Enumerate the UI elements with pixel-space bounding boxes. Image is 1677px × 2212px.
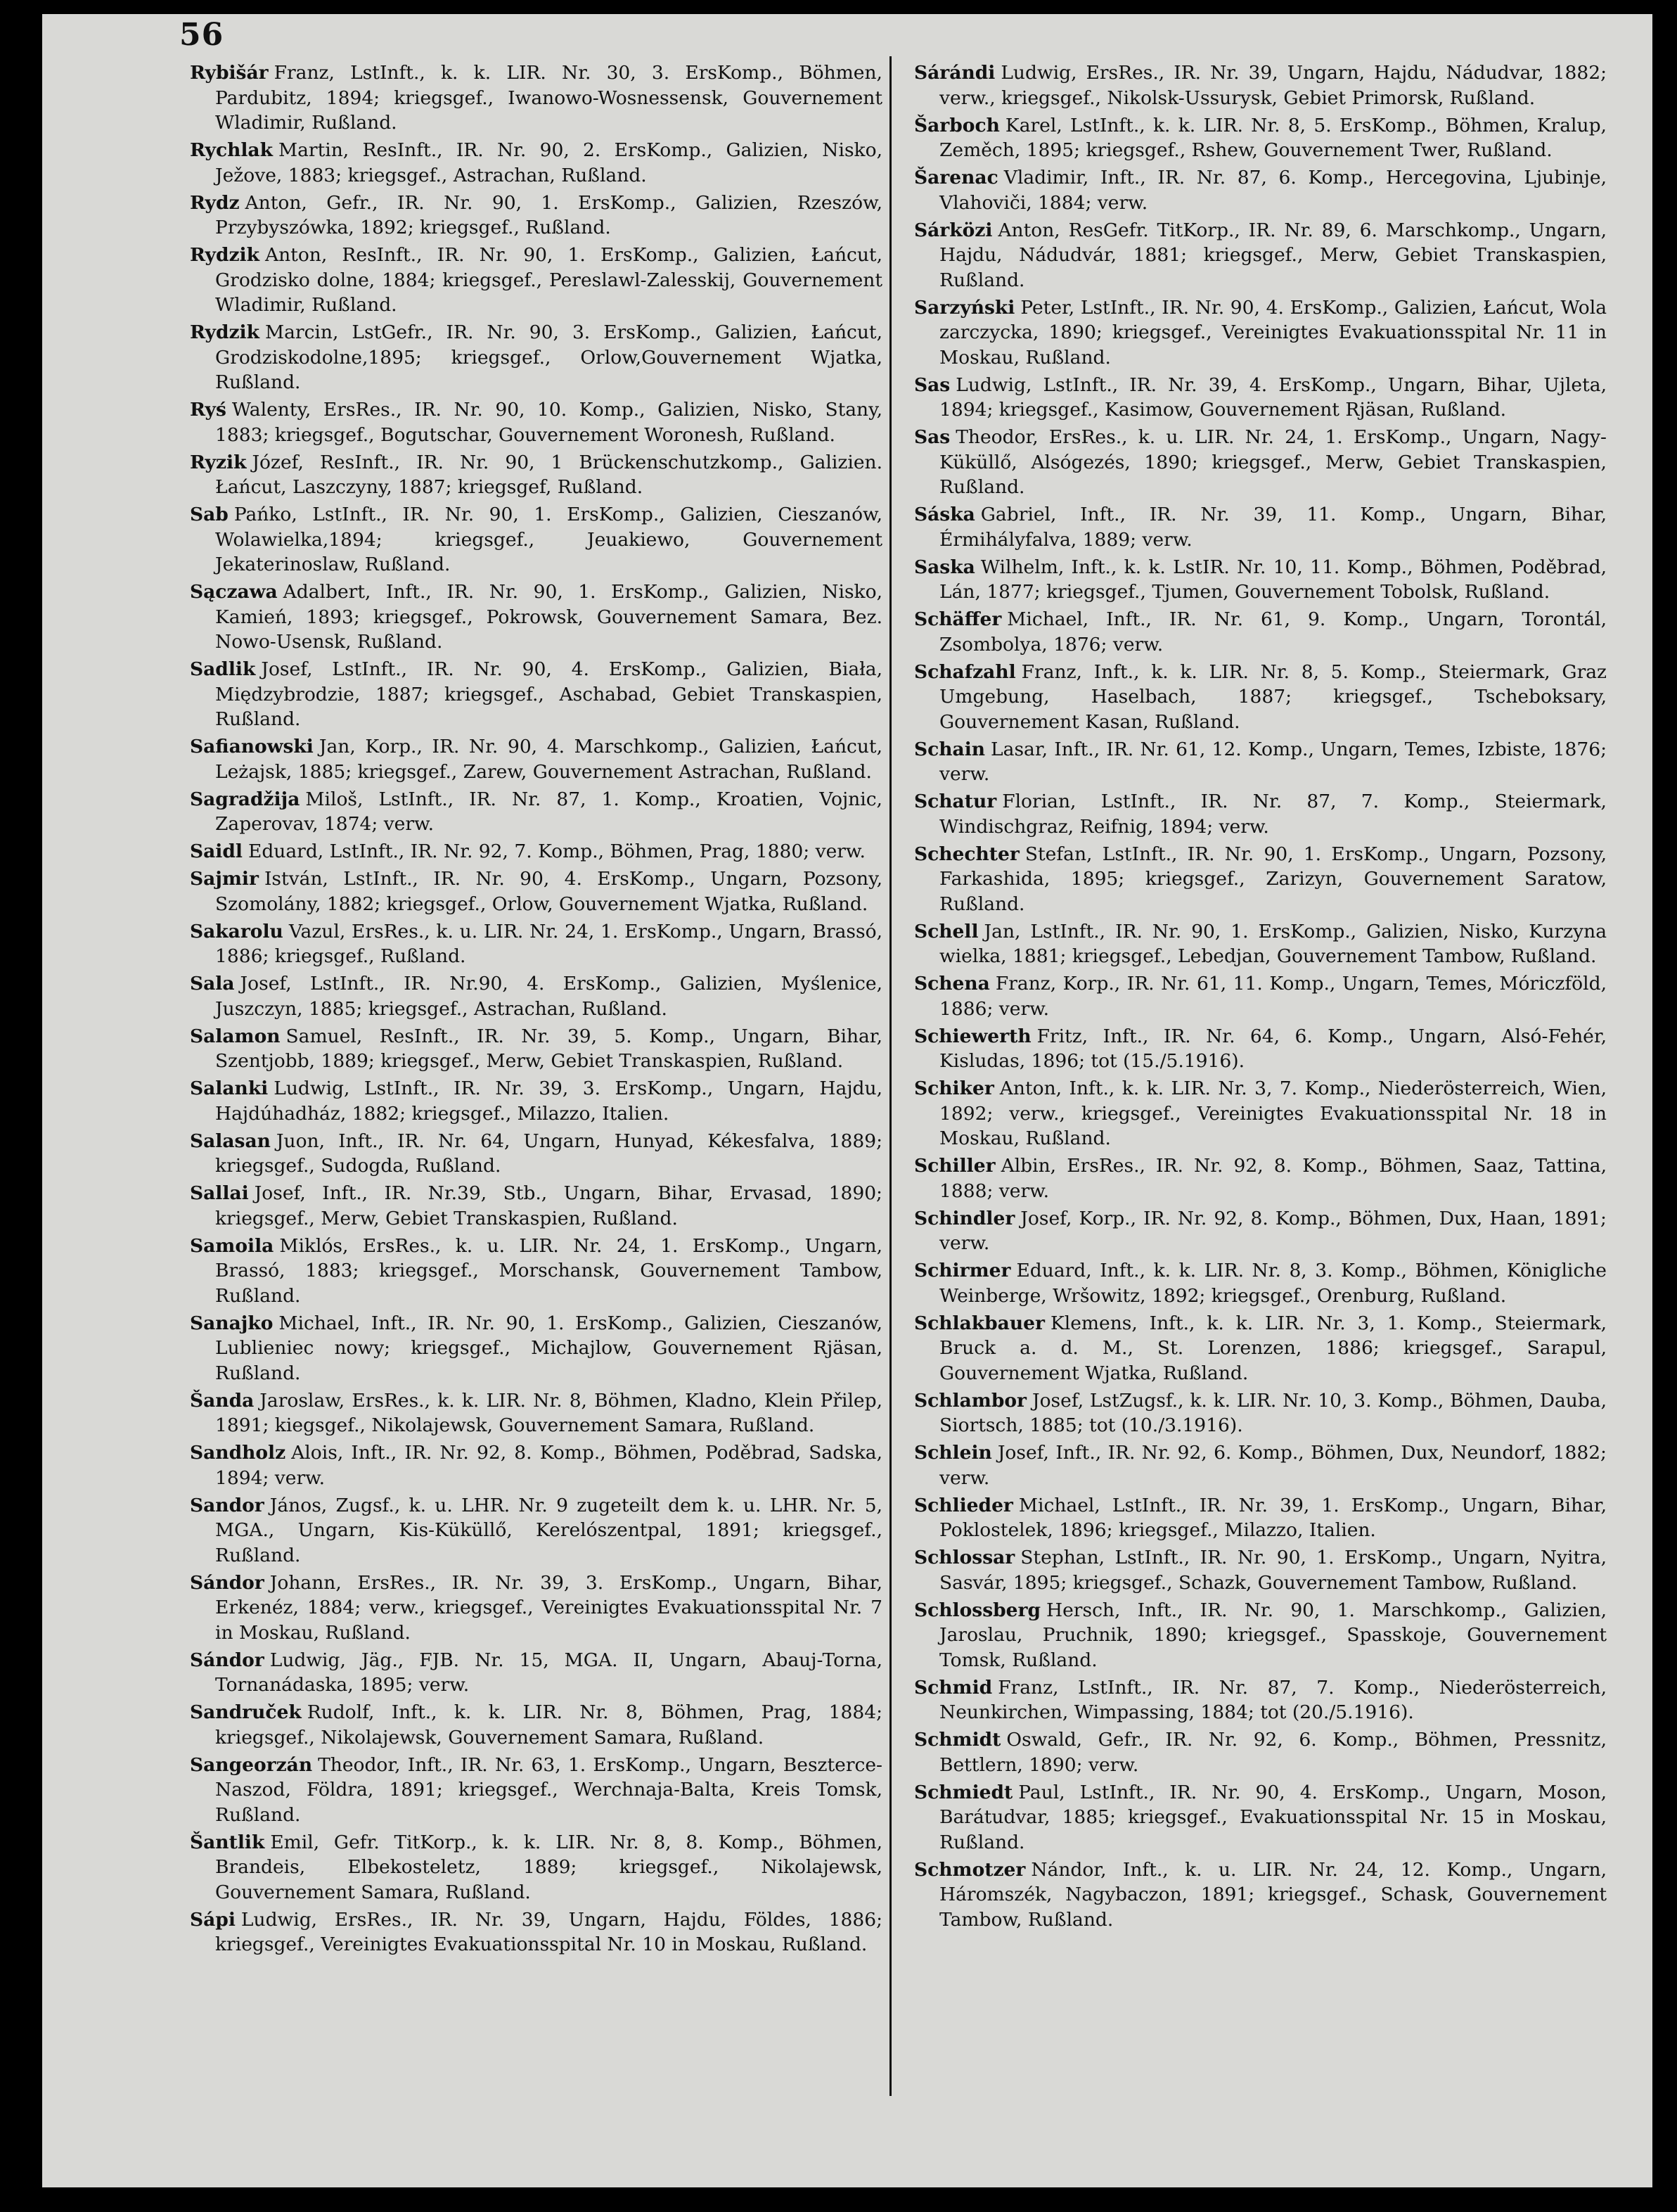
entry-details: Pańko, LstInft., IR. Nr. 90, 1. ErsKomp., Galizien, Cieszanów, Wolawielka,1894; kriegsgef., Jeuakiewo, Gouvernement Jekaterinoslaw, Rußland.: [215, 504, 882, 575]
entry-surname: Schmiedt: [914, 1781, 1013, 1803]
entry-surname: Rydzik: [190, 244, 259, 266]
column-divider: [889, 56, 892, 2096]
document-page: [42, 14, 1652, 2187]
entry-details: Vladimir, Inft., IR. Nr. 87, 6. Komp., Hercegovina, Ljubinje, Vlahoviči, 1884; verw.: [939, 167, 1607, 214]
entry-surname: Sas: [914, 373, 951, 396]
entry-surname: Schiker: [914, 1078, 994, 1099]
list-entry: [190, 1907, 882, 1957]
entry-surname: Schmotzer: [914, 1858, 1026, 1881]
list-entry: [190, 450, 882, 500]
entry-surname: Schäffer: [914, 608, 1002, 630]
list-entry: [914, 60, 1607, 110]
list-entry: [914, 660, 1607, 735]
entry-details: Peter, LstInft., IR. Nr. 90, 4. ErsKomp., Galizien, Łańcut, Wola zarczycka, 1890; kriegsgef., Vereinigtes Evakuationsspital Nr. 11 in Moskau, Rußland.: [939, 296, 1607, 369]
entry-details: Emil, Gefr. TitKorp., k. k. LIR. Nr. 8, 8. Komp., Böhmen, Brandeis, Elbekosteletz, 1889; kriegsgef., Nikolajewsk, Gouvernement Samara, Rußland.: [215, 1831, 882, 1903]
entry-surname: Šantlik: [190, 1831, 265, 1853]
entry-details: Franz, LstInft., k. k. LIR. Nr. 30, 3. ErsKomp., Böhmen, Pardubitz, 1894; kriegsgef., Iwanowo-Wosnessensk, Gouvernement Wladimir, Rußland.: [215, 62, 882, 134]
list-entry: [914, 1076, 1607, 1151]
entry-surname: Saska: [914, 556, 975, 578]
list-entry: [190, 1571, 882, 1646]
entry-surname: Sab: [190, 504, 229, 525]
entry-details: Anton, Inft., k. k. LIR. Nr. 3, 7. Komp., Niederösterreich, Wien, 1892; verw., kriegsgef., Vereinigtes Evakuationsspital Nr. 18 in Moskau, Rußland.: [939, 1078, 1607, 1149]
entry-surname: Rydz: [190, 191, 240, 214]
entry-surname: Sas: [914, 426, 951, 448]
list-entry: [190, 1700, 882, 1750]
list-entry: [914, 1311, 1607, 1386]
entry-details: Eduard, LstInft., IR. Nr. 92, 7. Komp., Böhmen, Prag, 1880; verw.: [248, 840, 866, 862]
entry-details: Vazul, ErsRes., k. u. LIR. Nr. 24, 1. ErsKomp., Ungarn, Brassó, 1886; kriegsgef., Rußland.: [215, 920, 882, 967]
entry-surname: Schlakbauer: [914, 1312, 1045, 1334]
entry-surname: Sangeorzán: [190, 1753, 313, 1776]
list-entry: [190, 191, 882, 241]
entry-details: Eduard, Inft., k. k. LIR. Nr. 8, 3. Komp., Böhmen, Königliche Weinberge, Wršowitz, 1892; kriegsgef., Orenburg, Rußland.: [939, 1260, 1607, 1307]
entry-details: Franz, Korp., IR. Nr. 61, 11. Komp., Ungarn, Temes, Móriczföld, 1886; verw.: [939, 973, 1607, 1020]
list-entry: [914, 1675, 1607, 1725]
list-entry: [190, 919, 882, 969]
entry-surname: Šarenac: [914, 167, 998, 188]
entry-details: Fritz, Inft., IR. Nr. 64, 6. Komp., Ungarn, Alsó-Fehér, Kisludas, 1896; tot (15./5.1916).: [939, 1025, 1607, 1072]
entry-surname: Sápi: [190, 1908, 236, 1931]
entry-details: Josef, LstZugsf., k. k. LIR. Nr. 10, 3. Komp., Böhmen, Dauba, Siortsch, 1885; tot (10./3.1916).: [939, 1389, 1607, 1436]
list-entry: [914, 607, 1607, 657]
entry-details: Karel, LstInft., k. k. LIR. Nr. 8, 5. ErsKomp., Böhmen, Kralup, Zeměch, 1895; kriegsgef., Rshew, Gouvernement Twer, Rußland.: [939, 114, 1607, 161]
entry-surname: Rychlak: [190, 139, 273, 161]
entry-details: Albin, ErsRes., IR. Nr. 92, 8. Komp., Böhmen, Saaz, Tattina, 1888; verw.: [939, 1155, 1607, 1202]
entry-surname: Sadlik: [190, 658, 256, 680]
list-entry: [914, 1024, 1607, 1074]
entry-surname: Salamon: [190, 1025, 281, 1047]
entry-details: Josef, Korp., IR. Nr. 92, 8. Komp., Böhmen, Dux, Haan, 1891; verw.: [939, 1207, 1607, 1254]
list-entry: [190, 1129, 882, 1179]
entry-surname: Rydzik: [190, 321, 259, 343]
entry-surname: Sándor: [190, 1571, 264, 1594]
list-entry: [914, 1153, 1607, 1203]
entry-details: Gabriel, Inft., IR. Nr. 39, 11. Komp., Ungarn, Bihar, Érmihályfalva, 1889; verw.: [939, 504, 1607, 551]
list-entry: [914, 1727, 1607, 1777]
entry-details: Nándor, Inft., k. u. LIR. Nr. 24, 12. Komp., Ungarn, Háromszék, Nagybaczon, 1891; kriegsgef., Schask, Gouvernement Tambow, Rußland.: [939, 1858, 1607, 1931]
list-entry: [914, 737, 1607, 787]
entry-details: Jaroslaw, ErsRes., k. k. LIR. Nr. 8, Böhmen, Kladno, Klein Přilep, 1891; kiegsgef., Nikolajewsk, Gouvernement Samara, Rußland.: [215, 1389, 882, 1436]
list-entry: [914, 789, 1607, 839]
entry-surname: Schena: [914, 973, 990, 995]
entry-details: Jan, LstInft., IR. Nr. 90, 1. ErsKomp., Galizien, Nisko, Kurzyna wielka, 1881; kriegsgef., Lebedjan, Gouvernement Tambow, Rußland.: [939, 920, 1607, 967]
entry-surname: Sajmir: [190, 868, 259, 890]
entry-surname: Šarboch: [914, 114, 1000, 136]
entry-details: Anton, Gefr., IR. Nr. 90, 1. ErsKomp., Galizien, Rzeszów, Przybyszówka, 1892; kriegsgef., Rußland.: [215, 191, 882, 238]
list-entry: [914, 1545, 1607, 1595]
entry-surname: Schlein: [914, 1442, 992, 1464]
list-entry: [190, 971, 882, 1021]
entry-details: Miklós, ErsRes., k. u. LIR. Nr. 24, 1. ErsKomp., Ungarn, Brassó, 1883; kriegsgef., Morschansk, Gouvernement Tambow, Rußland.: [215, 1234, 882, 1307]
entry-surname: Šanda: [190, 1389, 255, 1412]
list-entry: [914, 1780, 1607, 1855]
entry-details: Marcin, LstGefr., IR. Nr. 90, 3. ErsKomp., Galizien, Łańcut, Grodziskodolne,1895; kriegsgef., Orlow,Gouvernement Wjatka, Rußland.: [215, 321, 882, 393]
entry-details: Lasar, Inft., IR. Nr. 61, 12. Komp., Ungarn, Temes, Izbiste, 1876; verw.: [939, 738, 1607, 785]
entry-surname: Schatur: [914, 791, 997, 812]
entry-details: János, Zugsf., k. u. LHR. Nr. 9 zugeteilt dem k. u. LHR. Nr. 5, MGA., Ungarn, Kis-Küküllő, Kerelószentpal, 1891; kriegsgef., Rußland.: [215, 1494, 882, 1566]
list-entry: [914, 1598, 1607, 1673]
entry-details: Klemens, Inft., k. k. LIR. Nr. 3, 1. Komp., Steiermark, Bruck a. d. M., St. Lorenzen, 1886; kriegsgef., Sarapul, Gouvernement Wjatka, Rußland.: [939, 1312, 1607, 1384]
entry-details: Hersch, Inft., IR. Nr. 90, 1. Marschkomp., Galizien, Jaroslau, Pruchnik, 1890; kriegsgef., Spasskoje, Gouvernement Tomsk, Rußland.: [939, 1599, 1607, 1671]
list-entry: [914, 165, 1607, 215]
list-entry: [190, 320, 882, 395]
entry-details: Juon, Inft., IR. Nr. 64, Ungarn, Hunyad, Kékesfalva, 1889; kriegsgef., Sudogda, Rußland.: [215, 1130, 882, 1177]
entry-surname: Schlossar: [914, 1547, 1015, 1568]
entry-surname: Sallai: [190, 1182, 249, 1204]
entry-surname: Sanajko: [190, 1312, 274, 1334]
entry-details: Oswald, Gefr., IR. Nr. 92, 6. Komp., Böhmen, Pressnitz, Bettlern, 1890; verw.: [939, 1729, 1607, 1776]
entry-details: Miloš, LstInft., IR. Nr. 87, 1. Komp., Kroatien, Vojnic, Zaperovav, 1874; verw.: [215, 788, 882, 835]
entry-surname: Sarzyński: [914, 296, 1015, 319]
entry-surname: Sárándi: [914, 62, 996, 84]
list-entry: [190, 867, 882, 916]
entry-details: Josef, LstInft., IR. Nr.90, 4. ErsKomp., Galizien, Myślenice, Juszczyn, 1885; kriegsgef., Astrachan, Rußland.: [215, 973, 882, 1020]
entry-surname: Schirmer: [914, 1260, 1011, 1281]
entry-surname: Schmidt: [914, 1729, 1001, 1751]
list-entry: [914, 555, 1607, 605]
list-entry: [190, 60, 882, 136]
entry-surname: Schmid: [914, 1676, 993, 1699]
entry-surname: Samoila: [190, 1234, 274, 1257]
entry-details: Theodor, ErsRes., k. u. LIR. Nr. 24, 1. ErsKomp., Ungarn, Nagy-Küküllő, Alsógezés, 1890; kriegsgef., Merw, Gebiet Transkaspien, Rußland.: [939, 426, 1607, 498]
entry-surname: Schiller: [914, 1155, 996, 1177]
entry-details: Michael, Inft., IR. Nr. 90, 1. ErsKomp., Galizien, Cieszanów, Lublieniec nowy; kriegsgef., Michajlow, Gouvernement Rjäsan, Rußland.: [215, 1312, 882, 1384]
list-entry: [190, 1440, 882, 1490]
entry-surname: Sándor: [190, 1649, 264, 1671]
list-entry: [190, 1234, 882, 1309]
entry-details: Alois, Inft., IR. Nr. 92, 8. Komp., Böhmen, Poděbrad, Sadska, 1894; verw.: [215, 1442, 882, 1489]
list-entry: [914, 919, 1607, 969]
list-entry: [190, 657, 882, 732]
list-entry: [190, 734, 882, 784]
entry-surname: Salasan: [190, 1130, 271, 1152]
left-column: [190, 60, 882, 1960]
entry-surname: Safianowski: [190, 736, 314, 757]
entry-surname: Sandholz: [190, 1442, 286, 1464]
entry-details: Franz, LstInft., IR. Nr. 87, 7. Komp., Niederösterreich, Neunkirchen, Wimpassing, 1884; tot (20./5.1916).: [939, 1676, 1607, 1723]
list-entry: [190, 1076, 882, 1126]
list-entry: [914, 295, 1607, 371]
list-entry: [190, 1181, 882, 1231]
list-entry: [914, 1206, 1607, 1256]
list-entry: [190, 138, 882, 188]
entry-surname: Salanki: [190, 1078, 269, 1099]
entry-details: Theodor, Inft., IR. Nr. 63, 1. ErsKomp., Ungarn, Beszterce-Naszod, Földra, 1891; kriegsgef., Werchnaja-Balta, Kreis Tomsk, Rußland.: [215, 1753, 882, 1826]
entry-surname: Sáska: [914, 504, 975, 525]
entry-details: Anton, ResGefr. TitKorp., IR. Nr. 89, 6. Marschkomp., Ungarn, Hajdu, Nádudvár, 1881; kriegsgef., Merw, Gebiet Transkaspien, Rußland.: [939, 219, 1607, 291]
entry-surname: Schlambor: [914, 1389, 1027, 1412]
list-entry: [190, 1388, 882, 1438]
entry-surname: Schiewerth: [914, 1025, 1032, 1047]
list-entry: [190, 787, 882, 837]
entry-details: Walenty, ErsRes., IR. Nr. 90, 10. Komp., Galizien, Nisko, Stany, 1883; kriegsgef., Bogutschar, Gouvernement Woronesh, Rußland.: [215, 399, 882, 446]
entry-details: Ludwig, ErsRes., IR. Nr. 39, Ungarn, Hajdu, Nádudvar, 1882; verw., kriegsgef., Nikolsk-Ussurysk, Gebiet Primorsk, Rußland.: [939, 62, 1607, 109]
list-entry: [190, 502, 882, 577]
list-entry: [190, 1493, 882, 1568]
entry-details: Martin, ResInft., IR. Nr. 90, 2. ErsKomp., Galizien, Nisko, Ježove, 1883; kriegsgef., Astrachan, Rußland.: [215, 139, 882, 186]
entry-surname: Schell: [914, 920, 979, 942]
entry-details: István, LstInft., IR. Nr. 90, 4. ErsKomp., Ungarn, Pozsony, Szomolány, 1882; kriegsgef., Orlow, Gouvernement Wjatka, Rußland.: [215, 868, 882, 915]
list-entry: [190, 580, 882, 655]
entry-details: Johann, ErsRes., IR. Nr. 39, 3. ErsKomp., Ungarn, Bihar, Erkenéz, 1884; verw., kriegsgef., Vereinigtes Evakuationsspital Nr. 7 in Moskau, Rußland.: [215, 1571, 882, 1644]
entry-details: Ludwig, LstInft., IR. Nr. 39, 3. ErsKomp., Ungarn, Hajdu, Hajdúhadház, 1882; kriegsgef., Milazzo, Italien.: [215, 1078, 882, 1125]
list-entry: [914, 1493, 1607, 1543]
list-entry: [190, 839, 882, 864]
list-entry: [914, 1388, 1607, 1438]
list-entry: [914, 1858, 1607, 1933]
entry-details: Rudolf, Inft., k. k. LIR. Nr. 8, Böhmen, Prag, 1884; kriegsgef., Nikolajewsk, Gouvernement Samara, Rußland.: [215, 1701, 882, 1748]
entry-surname: Sagradžija: [190, 788, 300, 810]
entry-details: Ludwig, ErsRes., IR. Nr. 39, Ungarn, Hajdu, Földes, 1886; kriegsgef., Vereinigtes Evakuationsspital Nr. 10 in Moskau, Rußland.: [215, 1908, 882, 1955]
entry-surname: Ryś: [190, 399, 226, 421]
list-entry: [914, 1258, 1607, 1308]
entry-surname: Sárközi: [914, 219, 993, 241]
list-entry: [914, 425, 1607, 500]
list-entry: [190, 397, 882, 447]
entry-surname: Ryzik: [190, 451, 247, 473]
entry-surname: Schlieder: [914, 1494, 1013, 1516]
list-entry: [190, 1648, 882, 1698]
entry-details: Franz, Inft., k. k. LIR. Nr. 8, 5. Komp., Steiermark, Graz Umgebung, Haselbach, 1887; kriegsgef., Tscheboksary, Gouvernement Kasan, Rußland.: [939, 660, 1607, 733]
list-entry: [914, 1440, 1607, 1490]
entry-surname: Sandor: [190, 1494, 264, 1516]
entry-surname: Schechter: [914, 843, 1020, 865]
entry-surname: Schafzahl: [914, 660, 1016, 683]
list-entry: [914, 502, 1607, 552]
entry-details: Stefan, LstInft., IR. Nr. 90, 1. ErsKomp., Ungarn, Pozsony, Farkashida, 1895; kriegsgef., Zarizyn, Gouvernement Saratow, Rußland.: [939, 843, 1607, 915]
entry-details: Florian, LstInft., IR. Nr. 87, 7. Komp., Steiermark, Windischgraz, Reifnig, 1894; verw.: [939, 791, 1607, 838]
entry-details: Michael, LstInft., IR. Nr. 39, 1. ErsKomp., Ungarn, Bihar, Poklostelek, 1896; kriegsgef., Milazzo, Italien.: [939, 1494, 1607, 1541]
entry-details: Adalbert, Inft., IR. Nr. 90, 1. ErsKomp., Galizien, Nisko, Kamień, 1893; kriegsgef., Pokrowsk, Gouvernement Samara, Bez. Nowo-Usensk, Rußland.: [215, 581, 882, 653]
entry-surname: Rybišár: [190, 62, 269, 84]
entry-surname: Sala: [190, 973, 235, 995]
list-entry: [190, 1024, 882, 1074]
entry-details: Anton, ResInft., IR. Nr. 90, 1. ErsKomp., Galizien, Łańcut, Grodzisko dolne, 1884; kriegsgef., Pereslawl-Zalesskij, Gouvernement Wladimir, Rußland.: [215, 244, 882, 316]
entry-details: Ludwig, LstInft., IR. Nr. 39, 4. ErsKomp., Ungarn, Bihar, Ujleta, 1894; kriegsgef., Kasimow, Gouvernement Rjäsan, Rußland.: [939, 373, 1607, 421]
list-entry: [190, 1830, 882, 1905]
list-entry: [190, 1753, 882, 1828]
entry-surname: Schindler: [914, 1207, 1015, 1229]
entry-details: Ludwig, Jäg., FJB. Nr. 15, MGA. II, Ungarn, Abauj-Torna, Tornanádaska, 1895; verw.: [215, 1649, 882, 1696]
list-entry: [914, 373, 1607, 423]
entry-details: Jan, Korp., IR. Nr. 90, 4. Marschkomp., Galizien, Łańcut, Leżajsk, 1885; kriegsgef., Zarew, Gouvernement Astrachan, Rußland.: [215, 736, 882, 783]
list-entry: [190, 1311, 882, 1386]
entry-surname: Schlossberg: [914, 1599, 1041, 1621]
entry-surname: Saidl: [190, 840, 243, 862]
entry-surname: Sakarolu: [190, 920, 283, 942]
entry-details: Josef, LstInft., IR. Nr. 90, 4. ErsKomp., Galizien, Biała, Międzybrodzie, 1887; kriegsgef., Aschabad, Gebiet Transkaspien, Rußland.: [215, 658, 882, 730]
list-entry: [914, 971, 1607, 1021]
entry-details: Michael, Inft., IR. Nr. 61, 9. Komp., Ungarn, Torontál, Zsombolya, 1876; verw.: [939, 608, 1607, 656]
entry-details: Josef, Inft., IR. Nr.39, Stb., Ungarn, Bihar, Ervasad, 1890; kriegsgef., Merw, Gebiet Transkaspien, Rußland.: [215, 1182, 882, 1229]
entry-surname: Sączawa: [190, 581, 278, 603]
page-number: 56: [179, 17, 224, 53]
entry-surname: Schain: [914, 738, 986, 760]
entry-details: Józef, ResInft., IR. Nr. 90, 1 Brückenschutzkomp., Galizien. Łańcut, Laszczyny, 1887; kriegsgef, Rußland.: [215, 451, 882, 498]
list-entry: [914, 842, 1607, 917]
entry-surname: Sandruček: [190, 1701, 302, 1723]
list-entry: [190, 243, 882, 318]
entry-details: Stephan, LstInft., IR. Nr. 90, 1. ErsKomp., Ungarn, Nyitra, Sasvár, 1895; kriegsgef., Schazk, Gouvernement Tambow, Rußland.: [939, 1547, 1607, 1594]
list-entry: [914, 218, 1607, 293]
entry-details: Wilhelm, Inft., k. k. LstIR. Nr. 10, 11. Komp., Böhmen, Poděbrad, Lán, 1877; kriegsgef., Tjumen, Gouvernement Tobolsk, Rußland.: [939, 556, 1607, 603]
entry-details: Paul, LstInft., IR. Nr. 90, 4. ErsKomp., Ungarn, Moson, Barátudvar, 1885; kriegsgef., Evakuationsspital Nr. 15 in Moskau, Rußland.: [939, 1781, 1607, 1853]
right-column: [914, 60, 1607, 1935]
list-entry: [914, 113, 1607, 163]
entry-details: Josef, Inft., IR. Nr. 92, 6. Komp., Böhmen, Dux, Neundorf, 1882; verw.: [939, 1442, 1607, 1489]
entry-details: Samuel, ResInft., IR. Nr. 39, 5. Komp., Ungarn, Bihar, Szentjobb, 1889; kriegsgef., Merw, Gebiet Transkaspien, Rußland.: [215, 1025, 882, 1072]
